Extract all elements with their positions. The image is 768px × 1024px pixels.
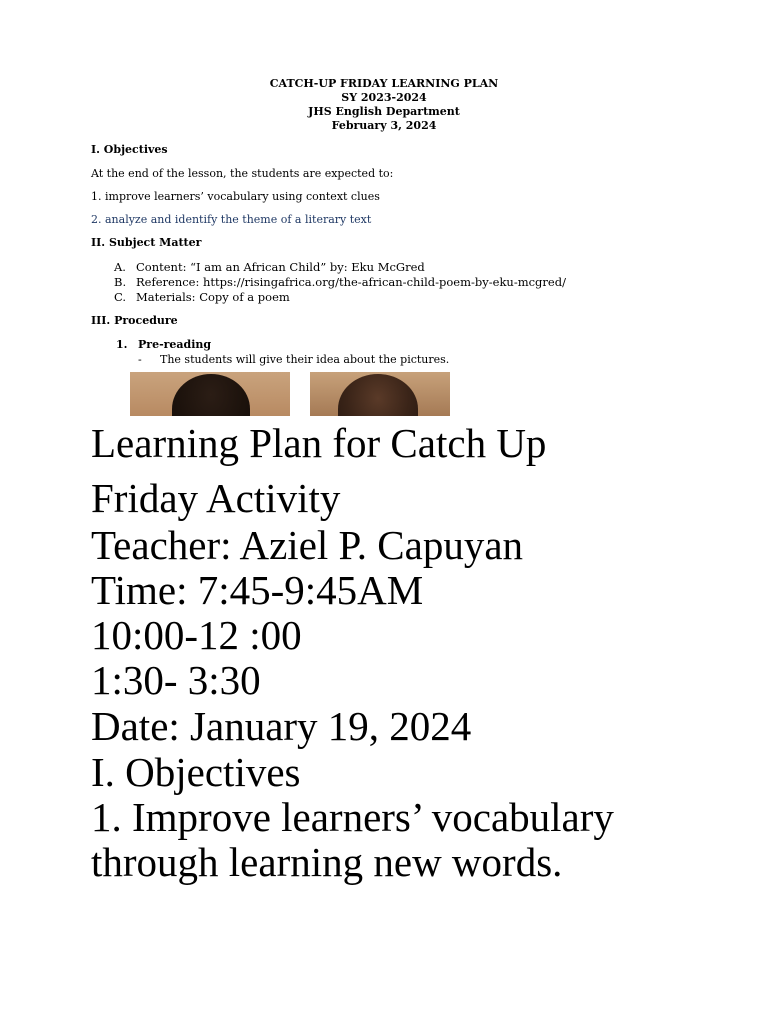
overlay-date: Date: January 19, 2024 <box>91 703 472 749</box>
overlay-time-2: 10:00-12 :00 <box>91 612 302 658</box>
header-date: February 3, 2024 <box>331 119 437 132</box>
header-school-year: SY 2023-2024 <box>341 91 427 104</box>
student-photo-2 <box>310 372 450 416</box>
list-marker: C. <box>114 290 127 304</box>
subject-matter-reference: Reference: https://risingafrica.org/the-african-child-poem-by-eku-mcgred/ <box>136 275 566 289</box>
subject-matter-content: Content: “I am an African Child” by: Eku McGred <box>136 260 425 274</box>
overlay-title-line-1: Learning Plan for Catch Up <box>91 420 547 466</box>
overlay-time-3: 1:30- 3:30 <box>91 657 261 703</box>
procedure-step-1 <box>116 338 211 352</box>
subject-matter-item <box>114 275 566 289</box>
header-title: CATCH-UP FRIDAY LEARNING PLAN <box>269 77 499 90</box>
subject-matter-item <box>114 290 290 304</box>
procedure-step-1-bullet-text: The students will give their idea about the pictures. <box>160 353 450 366</box>
student-photo-1 <box>130 372 290 416</box>
header-department: JHS English Department <box>308 105 460 118</box>
objectives-heading: I. Objectives <box>91 143 168 156</box>
head-shape <box>172 374 250 416</box>
subject-matter-item <box>114 260 425 274</box>
overlay-objective-line-1: 1. Improve learners’ vocabulary <box>91 794 614 840</box>
plan-header <box>0 77 768 133</box>
overlay-objectives-heading: I. Objectives <box>91 749 301 795</box>
overlay-time: Time: 7:45-9:45AM <box>91 567 424 613</box>
subject-matter-materials: Materials: Copy of a poem <box>136 290 290 304</box>
procedure-step-1-title: Pre-reading <box>138 338 212 351</box>
overlay-teacher: Teacher: Aziel P. Capuyan <box>91 522 524 568</box>
subject-matter-heading: II. Subject Matter <box>91 236 202 249</box>
list-marker: A. <box>114 260 126 274</box>
head-shape <box>338 374 418 416</box>
procedure-heading: III. Procedure <box>91 314 178 327</box>
bullet-marker: - <box>138 353 142 366</box>
list-marker: B. <box>114 275 127 289</box>
objectives-intro: At the end of the lesson, the students are expected to: <box>91 167 394 180</box>
overlay-title-line-2: Friday Activity <box>91 475 341 521</box>
list-marker: 1. <box>116 338 128 351</box>
objective-item-2: 2. analyze and identify the theme of a literary text <box>91 213 372 226</box>
procedure-step-1-bullet <box>138 353 449 367</box>
objective-item-1: 1. improve learners’ vocabulary using context clues <box>91 190 380 203</box>
overlay-objective-line-2: through learning new words. <box>91 839 563 885</box>
